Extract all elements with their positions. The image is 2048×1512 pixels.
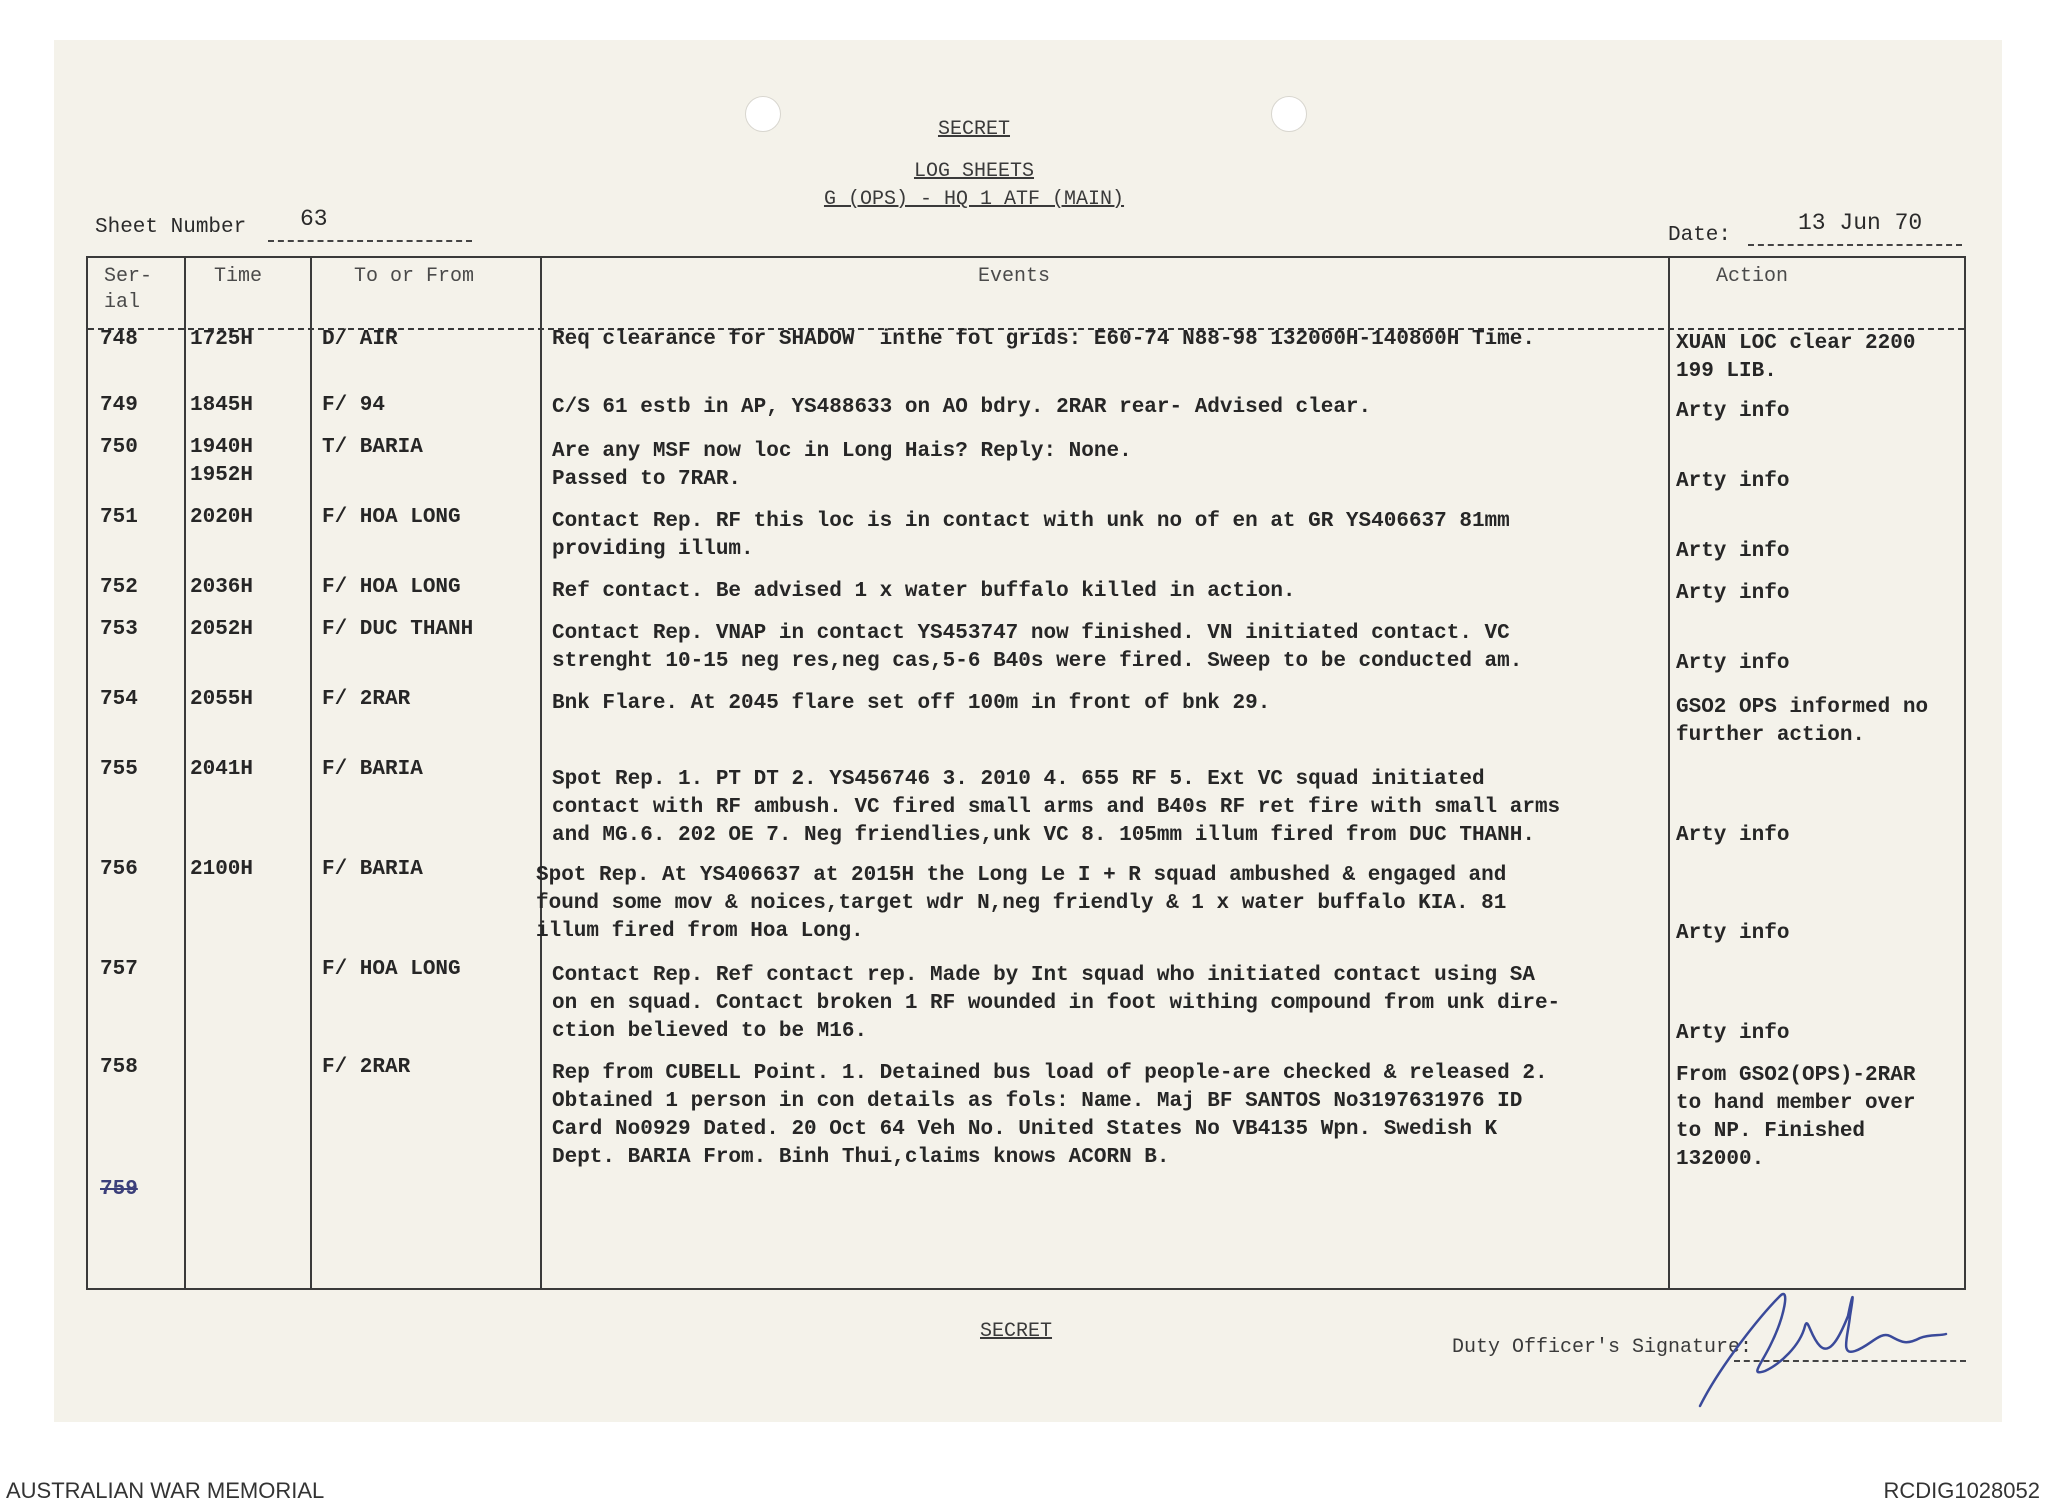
row-serial-struck: 759: [100, 1178, 138, 1201]
row-action: From GSO2(OPS)-2RAR to hand member over to NP. Finished 132000.: [1676, 1064, 1916, 1171]
row-to-from: F/ 94: [322, 394, 386, 417]
row-to-from: F/ HOA LONG: [322, 506, 461, 529]
row-time: 1845H: [190, 394, 254, 417]
col-to-from: To or From: [354, 265, 475, 288]
sheet-number-value: 63: [300, 206, 328, 232]
document-subtitle: G (OPS) - HQ 1 ATF (MAIN): [823, 188, 1125, 211]
row-to-from: F/ DUC THANH: [322, 618, 474, 641]
row-action: XUAN LOC clear 2200 199 LIB.: [1676, 332, 1916, 383]
duty-officer-signature: [1690, 1276, 1950, 1416]
sheet-number-label: Sheet Number: [95, 216, 247, 239]
row-action: Arty info: [1676, 1022, 1790, 1045]
row-to-from: F/ HOA LONG: [322, 958, 461, 981]
row-events: Contact Rep. RF this loc is in contact with unk no of en at GR YS406637 81mm providing illum.: [552, 510, 1510, 561]
row-action: Arty info: [1676, 922, 1790, 945]
row-events: Contact Rep. Ref contact rep. Made by Int squad who initiated contact using SA on en squad. Contact broken 1 RF wounded in foot withing compound from unk dire- ction believed to be M16.: [552, 964, 1561, 1043]
row-action: Arty info: [1676, 470, 1790, 493]
row-action: Arty info: [1676, 652, 1790, 675]
row-time: 1940H 1952H: [190, 436, 254, 487]
row-time: 2055H: [190, 688, 254, 711]
row-events: Bnk Flare. At 2045 flare set off 100m in front of bnk 29.: [552, 692, 1271, 715]
col-serial: Ser- ial: [104, 265, 153, 314]
row-events: Spot Rep. 1. PT DT 2. YS456746 3. 2010 4. 655 RF 5. Ext VC squad initiated contact with RF ambush. VC fired small arms and B40s RF ret fire with small arms and MG.6. 202 OE 7. Neg friendlies,unk VC 8. 105mm illum fired from DUC THANH.: [552, 768, 1561, 847]
col-time: Time: [214, 265, 263, 288]
row-time: 1725H: [190, 328, 254, 351]
archive-label: AUSTRALIAN WAR MEMORIAL: [6, 1478, 325, 1503]
row-serial: 758: [100, 1056, 138, 1079]
classification-bottom: SECRET: [980, 1320, 1053, 1343]
row-to-from: T/ BARIA: [322, 436, 423, 459]
row-serial: 757: [100, 958, 138, 981]
col-events: Events: [978, 265, 1051, 288]
row-time: 2020H: [190, 506, 254, 529]
row-time: 2036H: [190, 576, 254, 599]
row-events: Ref contact. Be advised 1 x water buffalo killed in action.: [552, 580, 1296, 603]
row-to-from: F/ 2RAR: [322, 1056, 411, 1079]
signature-label: Duty Officer's Signature:: [1452, 1336, 1753, 1359]
row-time: 2052H: [190, 618, 254, 641]
row-to-from: F/ BARIA: [322, 858, 423, 881]
row-serial: 755: [100, 758, 138, 781]
row-to-from: F/ HOA LONG: [322, 576, 461, 599]
row-serial: 754: [100, 688, 138, 711]
row-action: Arty info: [1676, 540, 1790, 563]
row-to-from: F/ BARIA: [322, 758, 423, 781]
row-time: 2041H: [190, 758, 254, 781]
document-title: LOG SHEETS: [913, 160, 1035, 183]
date-label: Date:: [1668, 224, 1732, 247]
sheet-number-line: [268, 240, 472, 242]
row-action: Arty info: [1676, 582, 1790, 605]
punch-hole-right: [1271, 96, 1307, 132]
row-events: Contact Rep. VNAP in contact YS453747 now finished. VN initiated contact. VC strenght 10-15 neg res,neg cas,5-6 B40s were fired. Sweep to be conducted am.: [552, 622, 1523, 673]
row-events: Rep from CUBELL Point. 1. Detained bus load of people-are checked & released 2. Obtained 1 person in con details as fols: Name. Maj BF SANTOS No3197631976 ID Card No0929 Dated. 20 Oct 64 Veh No. United States No VB4135 Wpn. Swedish K Dept. BARIA From. Binh Thui,claims knows ACORN B.: [552, 1062, 1548, 1169]
row-serial: 752: [100, 576, 138, 599]
log-table: [86, 256, 1966, 1290]
row-serial: 750: [100, 436, 138, 459]
row-events: Req clearance for SHADOW inthe fol grids: E60-74 N88-98 132000H-140800H Time.: [552, 328, 1535, 351]
row-to-from: F/ 2RAR: [322, 688, 411, 711]
row-events: C/S 61 estb in AP, YS488633 on AO bdry. 2RAR rear- Advised clear.: [552, 396, 1372, 419]
row-events: Are any MSF now loc in Long Hais? Reply: None. Passed to 7RAR.: [552, 440, 1132, 491]
row-serial: 748: [100, 328, 138, 351]
row-action: GSO2 OPS informed no further action.: [1676, 696, 1929, 747]
col-action: Action: [1716, 265, 1789, 288]
row-time: 2100H: [190, 858, 254, 881]
row-events: Spot Rep. At YS406637 at 2015H the Long Le I + R squad ambushed & engaged and found some mov & noices,target wdr N,neg friendly & 1 x water buffalo KIA. 81 illum fired from Hoa Long.: [536, 864, 1507, 943]
row-serial: 751: [100, 506, 138, 529]
row-serial: 756: [100, 858, 138, 881]
row-serial: 753: [100, 618, 138, 641]
archive-id: RCDIG1028052: [1883, 1478, 2040, 1503]
row-serial: 749: [100, 394, 138, 417]
classification-top: SECRET: [937, 118, 1010, 141]
row-action: Arty info: [1676, 400, 1790, 423]
row-to-from: D/ AIR: [322, 328, 398, 351]
date-value: 13 Jun 70: [1798, 210, 1923, 236]
date-line: [1748, 244, 1962, 246]
row-action: Arty info: [1676, 824, 1790, 847]
